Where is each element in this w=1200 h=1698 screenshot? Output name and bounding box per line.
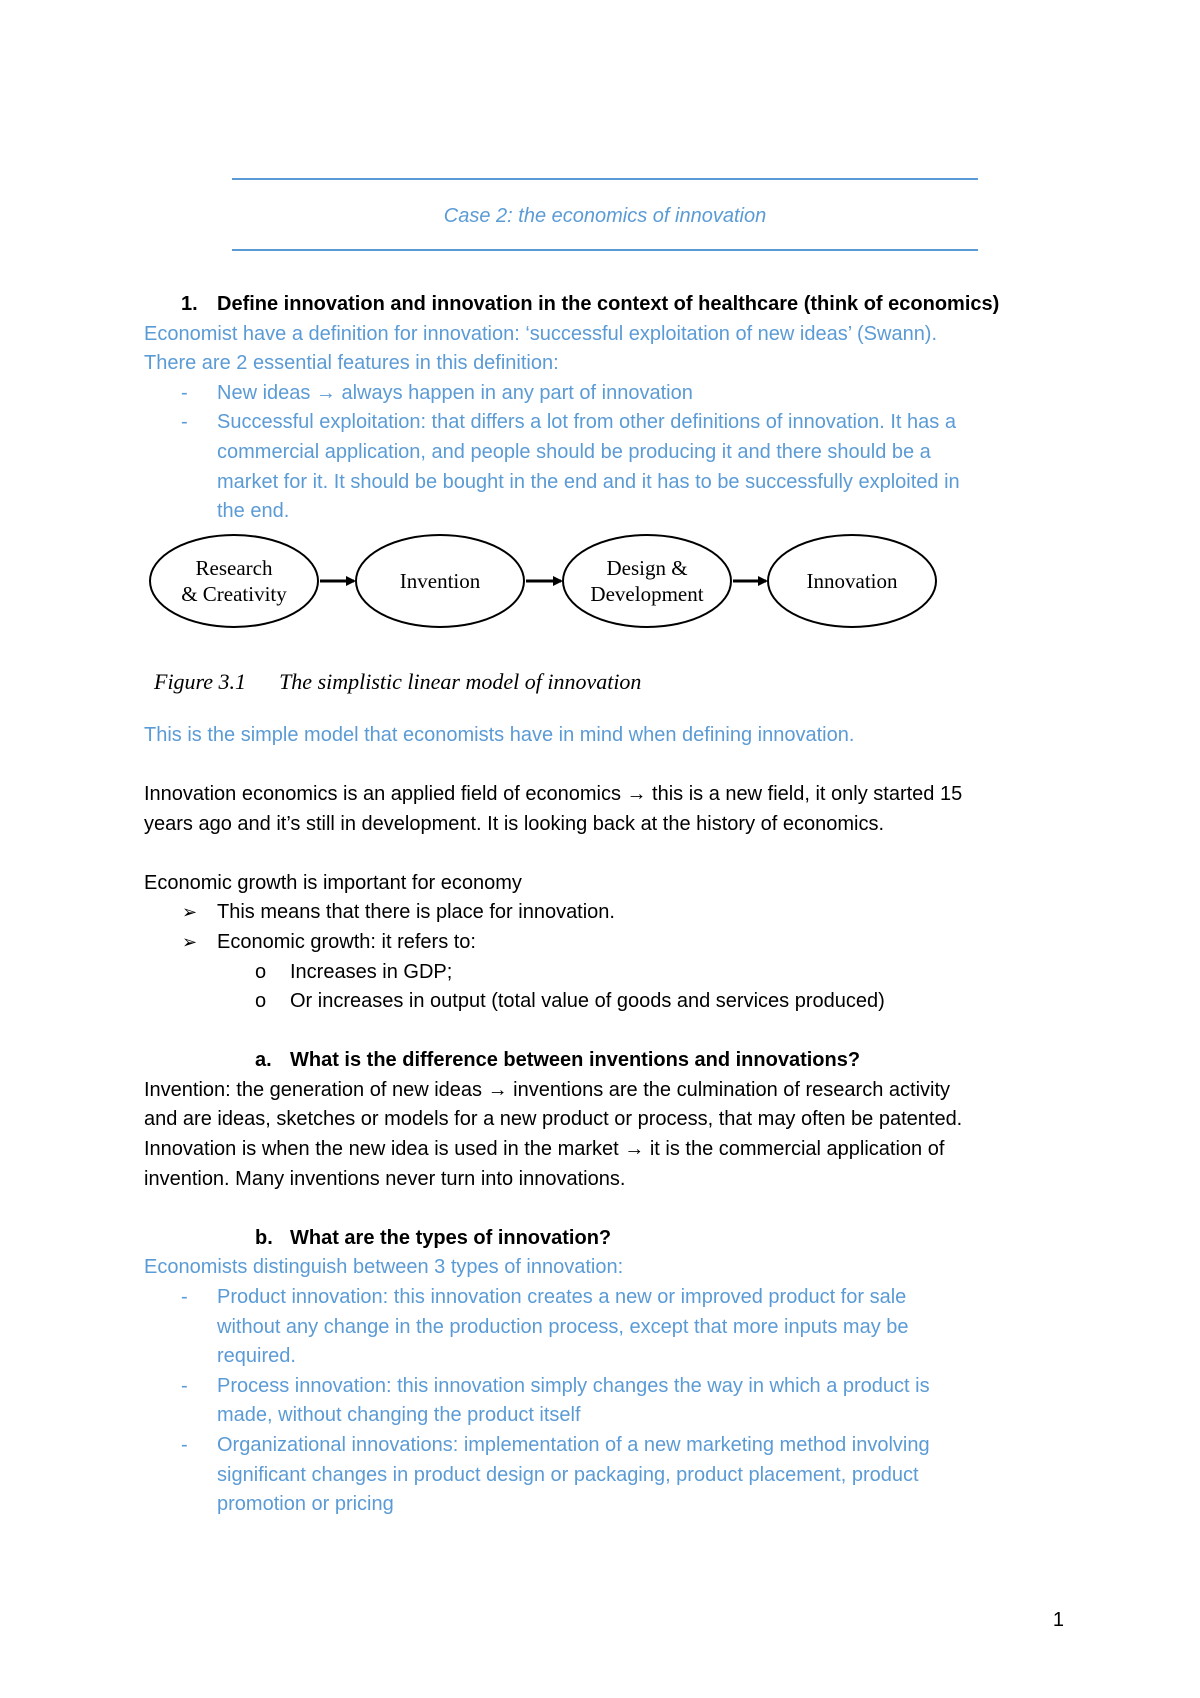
figure-caption-number: Figure 3.1 xyxy=(154,668,247,694)
stage-label: Research xyxy=(195,555,273,580)
figure-caption-text: The simplistic linear model of innovation xyxy=(279,668,642,694)
economic-growth-subpoint xyxy=(144,987,1064,1017)
paragraph-gap xyxy=(144,1194,1064,1224)
dash-mark: - xyxy=(181,1434,188,1456)
features-line: There are 2 essential features in this definition: xyxy=(144,352,559,375)
innovation-type-product xyxy=(144,1283,1064,1372)
bullet-line: commercial application, and people should be producing it and there should be a xyxy=(217,440,931,463)
question-a-line: Invention: the generation of new ideas → inventions are the culmination of research activity xyxy=(144,1078,951,1101)
subpoint-text: Or increases in output (total value of goods and services produced) xyxy=(290,990,885,1013)
dash-mark: - xyxy=(181,411,188,434)
question-a-line: Innovation is when the new idea is used in the market → it is the commercial application of xyxy=(144,1138,945,1161)
linear-model-diagram xyxy=(144,531,1004,661)
stage-ellipse-research xyxy=(150,535,318,627)
innovation-economics-line: Innovation economics is an applied field of economics → this is a new field, it only started 15 xyxy=(144,782,963,805)
stage-label: Development xyxy=(590,581,704,606)
question-b-intro: Economists distinguish between 3 types of innovation: xyxy=(144,1256,624,1279)
paragraph-gap xyxy=(144,839,1064,869)
stage-label: Innovation xyxy=(806,568,898,593)
bullet-line: Process innovation: this innovation simply changes the way in which a product is xyxy=(217,1374,930,1397)
question-a-line: invention. Many inventions never turn into innovations. xyxy=(144,1167,626,1190)
economic-growth-point xyxy=(144,898,1064,928)
question-a-heading-text: What is the difference between inventions and innovations? xyxy=(290,1049,861,1072)
question-b-label: b. xyxy=(255,1226,273,1249)
bullet-line: required. xyxy=(217,1345,296,1368)
stage-label: Invention xyxy=(399,568,481,593)
dash-mark: - xyxy=(181,381,188,404)
bullet-line: New ideas → always happen in any part of innovation xyxy=(217,381,693,404)
economic-growth-subpoint xyxy=(144,958,1064,988)
bullet-line: market for it. It should be bought in the end and it has to be successfully exploited in xyxy=(217,470,960,493)
document-title: Case 2: the economics of innovation xyxy=(443,205,767,227)
bullet-line: promotion or pricing xyxy=(217,1493,394,1516)
title-rule-top xyxy=(232,178,978,180)
innovation-type-organizational xyxy=(144,1431,1064,1520)
page-number: 1 xyxy=(1052,1609,1064,1631)
question-a-label: a. xyxy=(255,1049,272,1072)
stage-label: & Creativity xyxy=(181,581,287,606)
section-1-heading-text: Define innovation and innovation in the context of healthcare (think of economics) xyxy=(217,293,1000,315)
innovation-type-process xyxy=(144,1372,1064,1431)
circle-bullet-icon: o xyxy=(255,960,267,983)
title-rule-bottom xyxy=(232,249,978,251)
document-body xyxy=(144,290,1064,1520)
stage-label: Design & xyxy=(606,555,688,580)
bullet-line: made, without changing the product itself xyxy=(217,1404,581,1427)
question-a-line: and are ideas, sketches or models for a new product or process, that may often be patented. xyxy=(144,1108,963,1131)
circle-bullet-icon: o xyxy=(255,990,267,1013)
section-1-heading xyxy=(144,290,1064,320)
bullet-line: Organizational innovations: implementation of a new marketing method involving xyxy=(217,1434,930,1456)
bullet-line: Product innovation: this innovation creates a new or improved product for sale xyxy=(217,1286,907,1309)
arrow-bullet-icon: ➢ xyxy=(182,902,198,924)
figure-note: This is the simple model that economists have in mind when defining innovation. xyxy=(144,723,855,746)
bullet-line: Successful exploitation: that differs a lot from other definitions of innovation. It has a xyxy=(217,411,956,434)
question-b-heading-text: What are the types of innovation? xyxy=(290,1226,612,1249)
paragraph-gap xyxy=(144,750,1064,780)
dash-mark: - xyxy=(181,1286,188,1309)
bullet-line: the end. xyxy=(217,500,290,523)
economic-growth-point xyxy=(144,928,1064,958)
question-a-heading xyxy=(144,1046,1064,1076)
paragraph-gap xyxy=(144,1017,1064,1047)
section-1-number: 1. xyxy=(181,293,198,315)
stage-ellipse-design xyxy=(563,535,731,627)
linear-model-figure xyxy=(144,531,1064,721)
innovation-economics-line: years ago and it’s still in development. It is looking back at the history of economics. xyxy=(144,812,885,835)
figure-caption xyxy=(154,667,641,697)
definition-line: Economist have a definition for innovation: ‘successful exploitation of new ideas’ (Swann). xyxy=(144,322,938,345)
bullet-line: without any change in the production process, except that more inputs may be xyxy=(217,1315,909,1338)
feature-bullet-successful-exploitation xyxy=(144,408,1064,526)
feature-bullet-new-ideas xyxy=(144,379,1064,409)
subpoint-text: Increases in GDP; xyxy=(290,960,453,983)
dash-mark: - xyxy=(181,1374,188,1397)
bullet-line: significant changes in product design or packaging, product placement, product xyxy=(217,1463,919,1486)
economic-growth-intro: Economic growth is important for economy xyxy=(144,871,522,894)
point-text: Economic growth: it refers to: xyxy=(217,930,476,953)
question-b-heading xyxy=(144,1224,1064,1254)
arrow-bullet-icon: ➢ xyxy=(182,931,198,953)
point-text: This means that there is place for innovation. xyxy=(217,901,615,924)
